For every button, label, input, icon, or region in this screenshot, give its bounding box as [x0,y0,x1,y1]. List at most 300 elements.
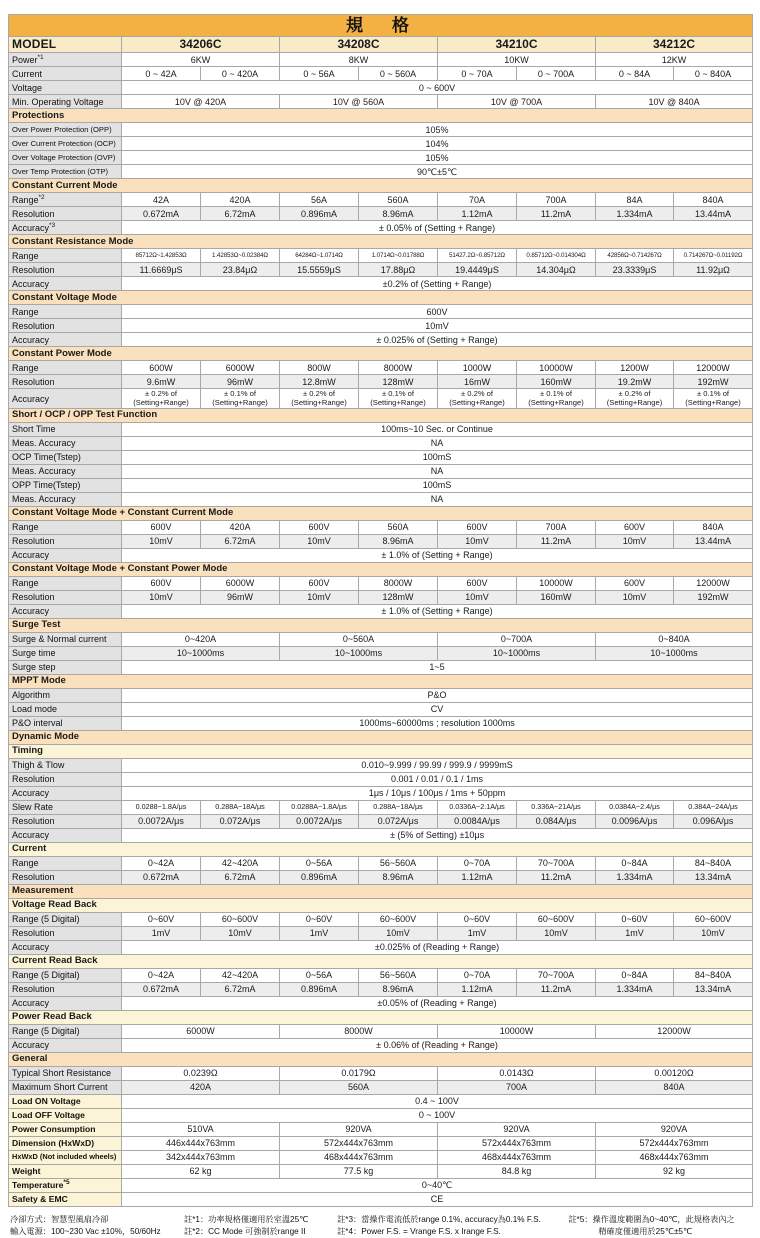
row-label-short-time: Short Time [9,422,122,436]
model-header-row [9,37,753,53]
tsr-34212C: 0.00120Ω [596,1066,753,1080]
row-label-cc-accuracy [9,221,122,235]
slew-res-c8: 0.096A/μs [674,814,753,828]
cvcc-range-c5: 600V [438,520,517,534]
row-maximum-short-current [9,1080,753,1094]
row-cc-accuracy [9,221,753,235]
row-cvcc-accuracy [9,548,753,562]
otp-value: 90℃±5℃ [122,165,753,179]
dyn-cur-range-c4: 56~560A [359,856,438,870]
dyn-cur-res-c8: 13.34mA [674,870,753,884]
row-label-slew-rate: Slew Rate [9,800,122,814]
dyn-cur-res-c4: 8.96mA [359,870,438,884]
row-label-cv-resolution: Resolution [9,319,122,333]
cp-range-c4: 8000W [359,361,438,375]
footnote-col-1-2 [184,1214,337,1238]
row-opp [9,123,753,137]
row-surge-time [9,646,753,660]
cv-range-value: 600V [122,305,753,319]
pc-34210C: 920VA [438,1122,596,1136]
row-vrb-resolution [9,926,753,940]
ocp-time-value: 100mS [122,450,753,464]
cvcc-range-c1: 600V [122,520,201,534]
opp-value: 105% [122,123,753,137]
crb-range-c4: 56~560A [359,968,438,982]
power-34206C: 6KW [122,53,280,67]
vrb-range-c4: 60~600V [359,912,438,926]
crb-range-c1: 0~42A [122,968,201,982]
cp-res-c1: 9.6mW [122,375,201,389]
footnote-col-general [10,1214,184,1238]
row-label-mppt-load-mode: Load mode [9,702,122,716]
row-surge-step [9,660,753,674]
row-slew-rate [9,800,753,814]
cp-res-c6: 160mW [517,375,596,389]
dim-34206C: 446x444x763mm [122,1136,280,1150]
model-34212C: 34212C [596,37,753,53]
vrb-range-c2: 60~600V [201,912,280,926]
row-label-dyn-current-range: Range [9,856,122,870]
subsection-voltage-read-back [9,898,753,912]
row-label-cvcp-range: Range [9,576,122,590]
voltage-value: 0 ~ 600V [122,81,753,95]
cc-res-c4: 8.96mA [359,207,438,221]
row-cv-accuracy [9,333,753,347]
row-label-cp-resolution: Resolution [9,375,122,389]
footnote-note4: 註*4：Power F.S. = Vrange F.S. x Irange F.S. [337,1227,501,1237]
crb-accuracy-value: ±0.05% of (Reading + Range) [122,996,753,1010]
cvcp-range-c2: 6000W [201,576,280,590]
cc-res-c6: 11.2mA [517,207,596,221]
row-label-surge-current: Surge & Normal current [9,632,122,646]
footnote-cooling: 冷卻方式：智慧型風扇冷卻 [10,1214,109,1224]
cvcp-range-c1: 600V [122,576,201,590]
prb-range-34210C: 10000W [438,1024,596,1038]
section-cv-plus-cc [9,506,753,520]
row-typical-short-resistance [9,1066,753,1080]
surge-current-34206C: 0~420A [122,632,280,646]
dim2-34208C: 468x444x763mm [280,1150,438,1164]
row-label-maximum-short-current: Maximum Short Current [9,1080,122,1094]
weight-34208C: 77.5 kg [280,1164,438,1178]
row-label-typical-short-resistance: Typical Short Resistance [9,1066,122,1080]
footnote-col-5 [568,1214,750,1238]
power-footnote-marker: *1 [37,53,44,61]
vrb-res-c4: 10mV [359,926,438,940]
row-dimension [9,1136,753,1150]
row-vrb-range [9,912,753,926]
crb-range-c2: 42~420A [201,968,280,982]
section-title-mppt: MPPT Mode [9,674,753,688]
row-label-cvcc-accuracy: Accuracy [9,548,122,562]
cr-range-c7: 42856Ω~0.714267Ω [596,249,674,263]
pc-34208C: 920VA [280,1122,438,1136]
row-label-vrb-accuracy: Accuracy [9,940,122,954]
row-otp [9,165,753,179]
section-title-cp-mode: Constant Power Mode [9,347,753,361]
row-label-weight: Weight [9,1164,122,1178]
row-power-consumption [9,1122,753,1136]
power-34210C: 10KW [438,53,596,67]
cr-range-c5: 51427.2Ω~0.85712Ω [438,249,517,263]
cr-range-c3: 64284Ω~1.0714Ω [280,249,359,263]
minop-34208C: 10V @ 560A [280,95,438,109]
cvcc-range-c6: 700A [517,520,596,534]
row-label-otp: Over Temp Protection (OTP) [9,165,122,179]
prb-accuracy-value: ± 0.06% of (Reading + Range) [122,1038,753,1052]
current-c6: 0 ~ 700A [517,67,596,81]
footnote-note5: 註*5：操作溫度範圍為0~40℃，此規格表內之 [568,1214,735,1224]
row-ocp-meas-accuracy [9,464,753,478]
minop-34212C: 10V @ 840A [596,95,753,109]
current-c4: 0 ~ 560A [359,67,438,81]
slew-c8: 0.384A~24A/μs [674,800,753,814]
cvcp-res-c2: 96mW [201,590,280,604]
current-c5: 0 ~ 70A [438,67,517,81]
dim-34210C: 572x444x763mm [438,1136,596,1150]
row-current [9,67,753,81]
row-weight [9,1164,753,1178]
dim-34212C: 572x444x763mm [596,1136,753,1150]
opp-time-value: 100mS [122,478,753,492]
row-label-cr-resolution: Resolution [9,263,122,277]
row-slew-resolution [9,814,753,828]
section-title-cr-mode: Constant Resistance Mode [9,235,753,249]
section-constant-power-mode [9,347,753,361]
cr-res-c8: 11.92μΩ [674,263,753,277]
section-constant-current-mode [9,179,753,193]
power-34212C: 12KW [596,53,753,67]
row-label-cc-resolution: Resolution [9,207,122,221]
slew-c2: 0.288A~18A/μs [201,800,280,814]
row-label-ocp-meas-accuracy: Meas. Accuracy [9,464,122,478]
cvcc-res-c7: 10mV [596,534,674,548]
cp-range-c7: 1200W [596,361,674,375]
row-opp-meas-accuracy [9,492,753,506]
cc-range-c5: 70A [438,193,517,207]
row-ocp [9,137,753,151]
row-mppt-algorithm [9,688,753,702]
slew-accuracy-value: ± (5% of Setting) ±10μs [122,828,753,842]
subsection-title-current: Current [9,842,753,856]
cr-res-c5: 19.4449μS [438,263,517,277]
row-label-mppt-algorithm: Algorithm [9,688,122,702]
cp-res-c7: 19.2mW [596,375,674,389]
row-label-cv-accuracy: Accuracy [9,333,122,347]
row-cv-range [9,305,753,319]
slew-c4: 0.288A~18A/μs [359,800,438,814]
msc-34210C: 700A [438,1080,596,1094]
cc-res-c8: 13.44mA [674,207,753,221]
row-cvcc-resolution [9,534,753,548]
section-short-test [9,408,753,422]
mppt-interval-value: 1000ms~60000ms ; resolution 1000ms [122,716,753,730]
cc-res-c3: 0.896mA [280,207,359,221]
vrb-range-c1: 0~60V [122,912,201,926]
cr-range-c8: 0.714267Ω~0.01192Ω [674,249,753,263]
row-temperature [9,1178,753,1192]
row-dimension-no-wheels [9,1150,753,1164]
crb-res-c8: 13.34mA [674,982,753,996]
model-34206C: 34206C [122,37,280,53]
timing-resolution-value: 0.001 / 0.01 / 0.1 / 1ms [122,772,753,786]
section-cv-plus-cp [9,562,753,576]
row-mppt-interval [9,716,753,730]
crb-range-c5: 0~70A [438,968,517,982]
footnote-note3: 註*3：當操作電流低於range 0.1%, accuracy為0.1% F.S. [337,1214,541,1224]
vrb-res-c8: 10mV [674,926,753,940]
row-label-vrb-range: Range (5 Digital) [9,912,122,926]
subsection-current [9,842,753,856]
slew-res-c4: 0.072A/μs [359,814,438,828]
cr-res-c6: 14.304μΩ [517,263,596,277]
slew-c5: 0.0336A~2.1A/μs [438,800,517,814]
dyn-cur-res-c3: 0.896mA [280,870,359,884]
cvcp-res-c1: 10mV [122,590,201,604]
cvcc-range-c2: 420A [201,520,280,534]
cp-acc-c3: ± 0.2% of (Setting+Range) [280,389,359,408]
dyn-cur-range-c2: 42~420A [201,856,280,870]
opp-meas-accuracy-value: NA [122,492,753,506]
msc-34206C: 420A [122,1080,280,1094]
row-label-cp-range: Range [9,361,122,375]
row-label-voltage: Voltage [9,81,122,95]
dim2-34206C: 342x444x763mm [122,1150,280,1164]
cr-range-c1: 85712Ω~1.42853Ω [122,249,201,263]
cr-res-c2: 23.84μΩ [201,263,280,277]
surge-step-value: 1~5 [122,660,753,674]
slew-c6: 0.336A~21A/μs [517,800,596,814]
footnote-note5-cont: 精確度僅適用於25℃±5℃ [598,1227,693,1237]
cvcp-res-c3: 10mV [280,590,359,604]
load-on-voltage-value: 0.4 ~ 100V [122,1094,753,1108]
row-label-cvcp-accuracy: Accuracy [9,604,122,618]
row-voltage [9,81,753,95]
row-label-vrb-resolution: Resolution [9,926,122,940]
cp-acc-c5: ± 0.2% of (Setting+Range) [438,389,517,408]
cr-range-c4: 1.0714Ω~0.01788Ω [359,249,438,263]
row-cr-range [9,249,753,263]
row-cv-resolution [9,319,753,333]
section-dynamic-mode [9,730,753,744]
dyn-cur-range-c1: 0~42A [122,856,201,870]
cr-range-c6: 0.85712Ω~0.014304Ω [517,249,596,263]
cp-range-c2: 6000W [201,361,280,375]
row-label-dyn-current-resolution: Resolution [9,870,122,884]
row-label-cvcc-resolution: Resolution [9,534,122,548]
cvcc-res-c5: 10mV [438,534,517,548]
row-cc-range [9,193,753,207]
vrb-res-c7: 1mV [596,926,674,940]
footnote-note1: 註*1：功率規格僅適用於室溫25℃ [184,1214,309,1224]
safety-emc-value: CE [122,1192,753,1206]
dyn-cur-res-c5: 1.12mA [438,870,517,884]
dyn-cur-range-c6: 70~700A [517,856,596,870]
surge-current-34212C: 0~840A [596,632,753,646]
cvcc-accuracy-value: ± 1.0% of (Setting + Range) [122,548,753,562]
row-cp-resolution [9,375,753,389]
section-surge-test [9,618,753,632]
row-label-power-consumption: Power Consumption [9,1122,122,1136]
row-cr-accuracy [9,277,753,291]
msc-34208C: 560A [280,1080,438,1094]
row-label-thigh-tlow: Thigh & Tlow [9,758,122,772]
dim2-34212C: 468x444x763mm [596,1150,753,1164]
section-title-cv-cp: Constant Voltage Mode + Constant Power Mode [9,562,753,576]
row-thigh-tlow [9,758,753,772]
current-c3: 0 ~ 56A [280,67,359,81]
weight-34212C: 92 kg [596,1164,753,1178]
prb-range-34208C: 8000W [280,1024,438,1038]
cvcc-res-c4: 8.96mA [359,534,438,548]
current-c7: 0 ~ 84A [596,67,674,81]
prb-range-34206C: 6000W [122,1024,280,1038]
section-measurement [9,884,753,898]
row-label-cr-range: Range [9,249,122,263]
row-slew-accuracy [9,828,753,842]
temperature-footnote-marker: *5 [63,1178,70,1186]
pc-34206C: 510VA [122,1122,280,1136]
minop-34210C: 10V @ 700A [438,95,596,109]
row-label-cp-accuracy: Accuracy [9,389,122,408]
cr-range-c2: 1.42853Ω~0.02384Ω [201,249,280,263]
current-c2: 0 ~ 420A [201,67,280,81]
row-label-timing-accuracy: Accuracy [9,786,122,800]
row-cvcp-resolution [9,590,753,604]
row-label-safety-emc: Safety & EMC [9,1192,122,1206]
row-label-ovp: Over Voltage Protection (OVP) [9,151,122,165]
row-cp-range [9,361,753,375]
row-crb-range [9,968,753,982]
row-mppt-load-mode [9,702,753,716]
cc-accuracy-text: Accuracy [12,222,50,233]
row-power [9,53,753,67]
row-label-opp-time: OPP Time(Tstep) [9,478,122,492]
row-surge-current [9,632,753,646]
slew-res-c1: 0.0072A/μs [122,814,201,828]
ocp-value: 104% [122,137,753,151]
row-load-off-voltage [9,1108,753,1122]
short-time-value: 100ms~10 Sec. or Continue [122,422,753,436]
cp-res-c5: 16mW [438,375,517,389]
cc-range-c4: 560A [359,193,438,207]
specification-table [8,14,753,1207]
crb-res-c3: 0.896mA [280,982,359,996]
row-label-mppt-interval: P&O interval [9,716,122,730]
section-title-cv-cc: Constant Voltage Mode + Constant Current Mode [9,506,753,520]
surge-time-34206C: 10~1000ms [122,646,280,660]
vrb-res-c3: 1mV [280,926,359,940]
section-title-cv-mode: Constant Voltage Mode [9,291,753,305]
temperature-value: 0~40℃ [122,1178,753,1192]
row-cc-resolution [9,207,753,221]
subsection-power-read-back [9,1010,753,1024]
vrb-accuracy-value: ±0.025% of (Reading + Range) [122,940,753,954]
crb-range-c6: 70~700A [517,968,596,982]
page-title: 規 格 [9,15,753,37]
cc-range-c8: 840A [674,193,753,207]
slew-res-c7: 0.0096A/μs [596,814,674,828]
subsection-title-power-read-back: Power Read Back [9,1010,753,1024]
cvcp-accuracy-value: ± 1.0% of (Setting + Range) [122,604,753,618]
cc-range-c6: 700A [517,193,596,207]
minop-34206C: 10V @ 420A [122,95,280,109]
surge-time-34210C: 10~1000ms [438,646,596,660]
dim-34208C: 572x444x763mm [280,1136,438,1150]
row-min-operating-voltage [9,95,753,109]
row-label-cvcp-resolution: Resolution [9,590,122,604]
cp-acc-c6: ± 0.1% of (Setting+Range) [517,389,596,408]
surge-time-34208C: 10~1000ms [280,646,438,660]
cr-res-c1: 11.6669μS [122,263,201,277]
row-label-crb-accuracy: Accuracy [9,996,122,1010]
cvcp-range-c5: 600V [438,576,517,590]
section-title-cc-mode: Constant Current Mode [9,179,753,193]
cp-acc-c7: ± 0.2% of (Setting+Range) [596,389,674,408]
msc-34212C: 840A [596,1080,753,1094]
cv-resolution-value: 10mV [122,319,753,333]
crb-res-c2: 6.72mA [201,982,280,996]
power-34208C: 8KW [280,53,438,67]
cc-range-c2: 420A [201,193,280,207]
tsr-34210C: 0.0143Ω [438,1066,596,1080]
cvcp-range-c7: 600V [596,576,674,590]
vrb-range-c6: 60~600V [517,912,596,926]
row-label-prb-accuracy: Accuracy [9,1038,122,1052]
cp-acc-c2: ± 0.1% of (Setting+Range) [201,389,280,408]
row-label-power [9,53,122,67]
cvcp-range-c4: 8000W [359,576,438,590]
power-text: Power [12,54,38,65]
cc-range-c7: 84A [596,193,674,207]
cr-res-c3: 15.5559μS [280,263,359,277]
pc-34212C: 920VA [596,1122,753,1136]
footnote-note2: 註*2：CC Mode 可強制於range II [184,1227,306,1237]
cp-res-c8: 192mW [674,375,753,389]
cvcc-range-c3: 600V [280,520,359,534]
cp-res-c4: 128mW [359,375,438,389]
row-short-meas-accuracy [9,436,753,450]
model-34210C: 34210C [438,37,596,53]
row-label-surge-step: Surge step [9,660,122,674]
crb-range-c7: 0~84A [596,968,674,982]
cvcp-range-c3: 600V [280,576,359,590]
cp-range-c3: 800W [280,361,359,375]
current-c8: 0 ~ 840A [674,67,753,81]
row-label-min-operating-voltage: Min. Operating Voltage [9,95,122,109]
cc-res-c5: 1.12mA [438,207,517,221]
dyn-cur-range-c3: 0~56A [280,856,359,870]
cc-accuracy-footnote-marker: *3 [49,221,56,229]
slew-res-c2: 0.072A/μs [201,814,280,828]
ovp-value: 105% [122,151,753,165]
slew-res-c6: 0.084A/μs [517,814,596,828]
load-off-voltage-value: 0 ~ 100V [122,1108,753,1122]
section-constant-voltage-mode [9,291,753,305]
section-title-protections: Protections [9,109,753,123]
model-34208C: 34208C [280,37,438,53]
row-label-temperature [9,1178,122,1192]
cc-range-text: Range [12,194,39,205]
row-timing-resolution [9,772,753,786]
cc-res-c7: 1.334mA [596,207,674,221]
section-title-measurement: Measurement [9,884,753,898]
dyn-cur-res-c2: 6.72mA [201,870,280,884]
row-label-prb-range: Range (5 Digital) [9,1024,122,1038]
section-constant-resistance-mode [9,235,753,249]
vrb-res-c6: 10mV [517,926,596,940]
dim2-34210C: 468x444x763mm [438,1150,596,1164]
